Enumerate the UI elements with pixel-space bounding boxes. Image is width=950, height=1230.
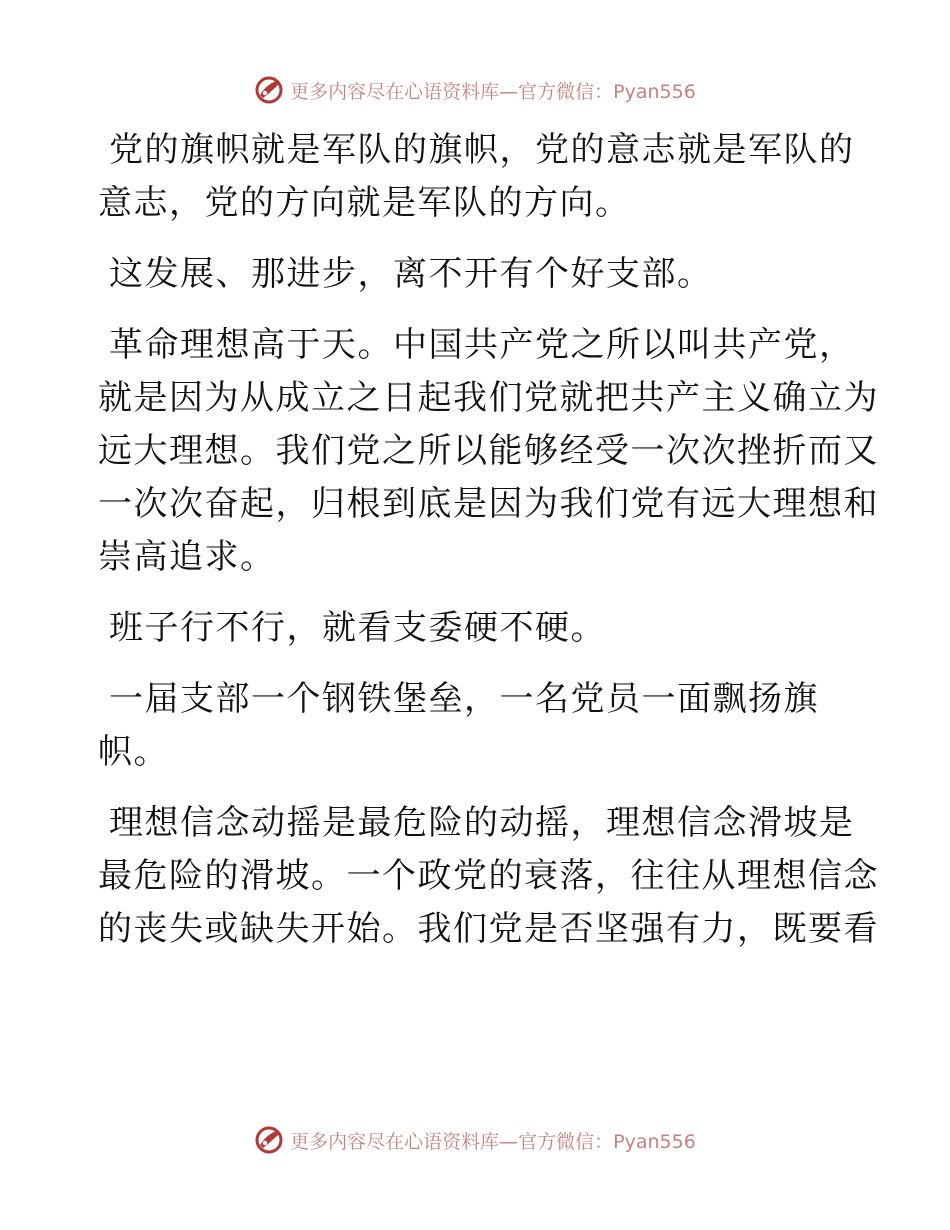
footer-banner — [0, 1120, 950, 1160]
text-line: 一次次奋起，归根到底是因为我们党有远大理想和 — [98, 484, 879, 524]
paragraph-6 — [98, 797, 879, 956]
text-line: 崇高追求。 — [98, 537, 276, 577]
text-line: 的丧失或缺失开始。我们党是否坚强有力，既要看 — [98, 909, 879, 949]
paragraph-5 — [98, 673, 858, 779]
text-line: 革命理想高于天。中国共产党之所以叫共产党， — [109, 325, 855, 365]
footer-banner-text: 更多内容尽在心语资料库—官方微信：Pyan556 — [290, 1130, 696, 1153]
paragraph-4 — [98, 602, 858, 655]
text-line: 最危险的滑坡。一个政党的衰落，往往从理想信念 — [98, 856, 879, 896]
text-line: 帜。 — [98, 732, 169, 772]
document-body — [98, 124, 879, 974]
text-line: 这发展、那进步，离不开有个好支部。 — [109, 254, 713, 294]
text-line: 意志，党的方向就是军队的方向。 — [98, 183, 631, 223]
text-line: 一届支部一个钢铁堡垒，一名党员一面飘扬旗 — [109, 679, 819, 719]
text-line: 班子行不行，就看支委硬不硬。 — [109, 608, 606, 648]
text-line: 远大理想。我们党之所以能够经受一次次挫折而又 — [98, 431, 879, 471]
paragraph-1 — [98, 124, 858, 230]
paragraph-3 — [98, 319, 879, 584]
paragraph-2 — [98, 248, 858, 301]
text-line: 理想信念动摇是最危险的动摇，理想信念滑坡是 — [109, 803, 855, 843]
pen-logo-icon — [254, 75, 284, 105]
text-line: 党的旗帜就是军队的旗帜，党的意志就是军队的 — [109, 130, 855, 170]
header-banner-text: 更多内容尽在心语资料库—官方微信：Pyan556 — [290, 80, 696, 103]
text-line: 就是因为从成立之日起我们党就把共产主义确立为 — [98, 378, 879, 418]
header-banner — [0, 70, 950, 110]
pen-logo-icon — [254, 1125, 284, 1155]
